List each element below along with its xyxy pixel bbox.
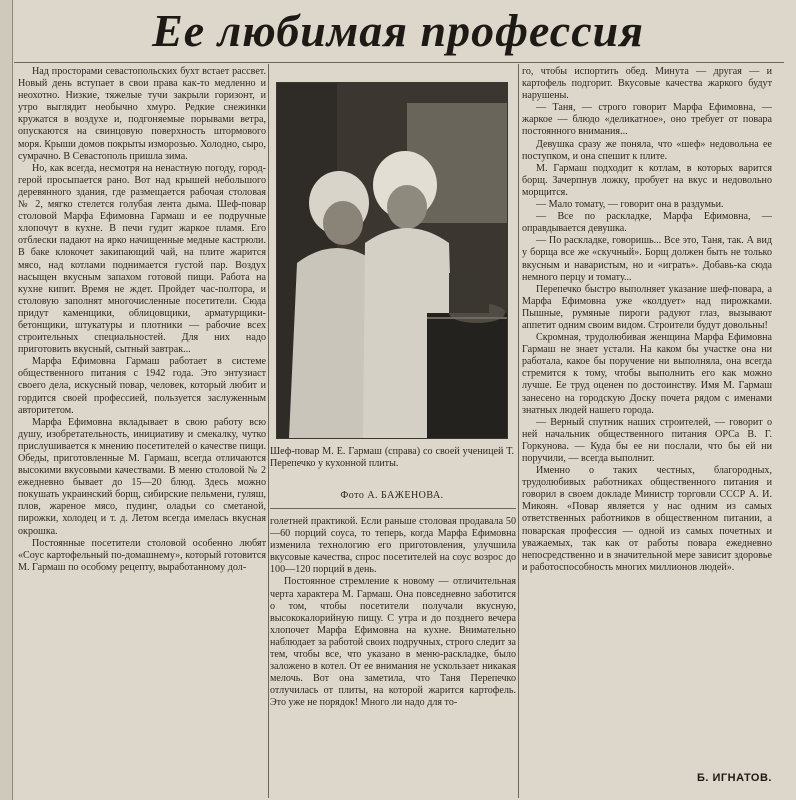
paragraph: — Все по раскладке, Марфа Ефимовна, — оправдывается девушка. <box>522 211 772 235</box>
paragraph: Над просторами севастопольских бухт встает рассвет. Новый день вступает в свои права как-то медленно и неохотно. Низкие, тяжелые тучи закрыли горизонт, и утро выглядит необычно хмуро. Редкие снежинки кружатся в воздухе и, подгоняемые порывами ветра, опускаются на свинцовую поверхность штормового моря. Крыши домов покрыты изморозью. Холодно, сыро, сумрачно. В Севастополь пришла зима. <box>18 66 266 162</box>
paragraph: Постоянные посетители столовой особенно любят «Соус картофельный по-домашнему», который готовится М. Гармаш по особому рецепту, выработанному дол- <box>18 537 266 573</box>
paragraph: Марфа Ефимовна Гармаш работает в системе общественного питания с 1942 года. Это энтузиаст своего дела, искусный повар, человек, который любит и гордится своей профессией, пользуется заслуженным авторитетом. <box>18 356 266 416</box>
author-signature: Б. ИГНАТОВ. <box>696 772 772 784</box>
adjacent-page-edge <box>0 0 13 800</box>
paragraph: М. Гармаш подходит к котлам, в которых варится борщ. Зачерпнув ложку, пробует на вкус и недовольно морщится. <box>522 162 772 198</box>
paragraph: Скромная, трудолюбивая женщина Марфа Ефимовна Гармаш не знает устали. На каком бы участке она ни работала, какое бы поручение ни выполняла, она всегда стремится к тому, чтобы выполнить его как можно лучше. Ее труд оценен по достоинству. Имя М. Гармаш занесено на городскую Доску почета рядом с именами знатных людей нашего города. <box>522 332 772 416</box>
article-headline: Ее любимая профессия <box>152 5 644 56</box>
paragraph: Марфа Ефимовна вкладывает в свою работу всю душу, изобретательность, инициативу и смекалку, чутко прислушивается к мнению посетителей о качестве пищи. Обеды, приготовленные М. Гармаш, всегда отличаются высокими вкусовыми качествами. В меню столовой № 2 ежедневно бывает до 15—20 блюд. Здесь можно покушать украинский борщ, сибирские пельмени, гуляш, плов, жареное мясо, пудинг, оладьи со сметаной, пирожки, холодец и т. д. Летом всегда имелась вкусная окрошка. <box>18 416 266 537</box>
paragraph: — Верный спутник наших строителей, — говорит о ней начальник общественного питания ОРСа В. Г. Горкунова. — Куда бы ее ни послали, что бы ей ни поручили, — всегда выполнит. <box>522 416 772 464</box>
column-divider-1 <box>268 64 269 798</box>
article-column-1 <box>18 66 266 796</box>
paragraph: голетней практикой. Если раньше столовая продавала 50—60 порций соуса, то теперь, когда Марфа Ефимовна изменила технологию его приготовления, улучшила вкусовые качества, спрос посетителей на соус возрос до 100—120 порций в день. <box>270 516 516 576</box>
paragraph: — Таня, — строго говорит Марфа Ефимовна, — жаркое — блюдо «деликатное», оно требует от повара постоянного внимания... <box>522 102 772 138</box>
paragraph: Перепечко быстро выполняет указание шеф-повара, а Марфа Ефимовна уже «колдует» над пирожками. Пышные, румяные пироги радуют глаз, вызывают аппетит одним своим видом. Строители будут довольны! <box>522 283 772 331</box>
paragraph: Но, как всегда, несмотря на ненастную погоду, город-герой просыпается рано. Вот над крышей небольшого деревянного здания, где размещается рабочая столовая № 2, мягко стелется голубая лента дыма. Шеф-повар столовой Марфа Ефимовна Гармаш и ее подручные хлопочут в кухне. В печи гудит жаркое пламя. Его отблески падают на ярко начищенные медные кастрюли. В баке клокочет закипающий чай, на плите жарится мясо, над котлами поднимается густой пар. Воздух насыщен вкусным запахом готовой пищи. Работа на кухне кипит. Время не ждет. Пройдет час-полтора, и столовую заполнят многочисленные посетители. Сюда придут каменщики, облицовщики, арматурщики-бетонщики, штукатуры и плотники — рабочие всех строительных специальностей. Для них надо приготовить вкусный, сытный завтрак... <box>18 162 266 356</box>
article-photo <box>276 82 508 439</box>
photo-credit: Фото А. БАЖЕНОВА. <box>340 490 444 501</box>
article-column-2 <box>270 516 516 798</box>
paragraph: Именно о таких честных, благородных, трудолюбивых работниках общественного питания и говорил в своем докладе Министр торговли СССР А. И. Микоян. «Повар является у нас одним из самых ответственных работников в общественном питании, а поварская профессия — одной из самых почетных и уважаемых, так как от работы повара ежедневно непосредственно и в значительной мере зависит здоровье и работоспособность многих миллионов людей». <box>522 465 772 573</box>
photo-caption: Шеф-повар М. Е. Гармаш (справа) со своей ученицей Т. Перепечко у кухонной плиты. <box>270 446 514 470</box>
paragraph: — Мало томату, — говорит она в раздумьи. <box>536 199 724 211</box>
paragraph: — По раскладке, говоришь... Все это, Таня, так. А вид у борща все же «скучный». Борщ должен быть не только вкусным и наваристым, но и «играть». Добавь-ка сюда немного перцу и томату... <box>522 235 772 283</box>
top-rule <box>14 62 784 63</box>
paragraph: Постоянное стремление к новому — отличительная черта характера М. Гармаш. Она повседневно заботится о том, чтобы посетители получали вкусную, высококалорийную пищу. С утра и до позднего вечера хлопочет Марфа Ефимовна на кухне. Внимательно наблюдает за работой своих подручных, строго следит за тем, чтобы все, что указано в меню-раскладке, было заложено в котел. От ее внимания не ускользает никакая мелочь. Вот она заметила, что Таня Перепечко отлучилась от плиты, на которой жарится картофель. Это уже не порядок! Много ли надо для то- <box>270 576 516 709</box>
paragraph: Девушка сразу же поняла, что «шеф» недовольна ее поступком, и она спешит к плите. <box>522 138 772 162</box>
article-column-3 <box>522 66 772 796</box>
paragraph: го, чтобы испортить обед. Минута — другая — и картофель подгорит. Вкусовые качества жаркого будут нарушены. <box>522 66 772 102</box>
caption-rule <box>270 508 516 509</box>
column-divider-2 <box>518 64 519 798</box>
